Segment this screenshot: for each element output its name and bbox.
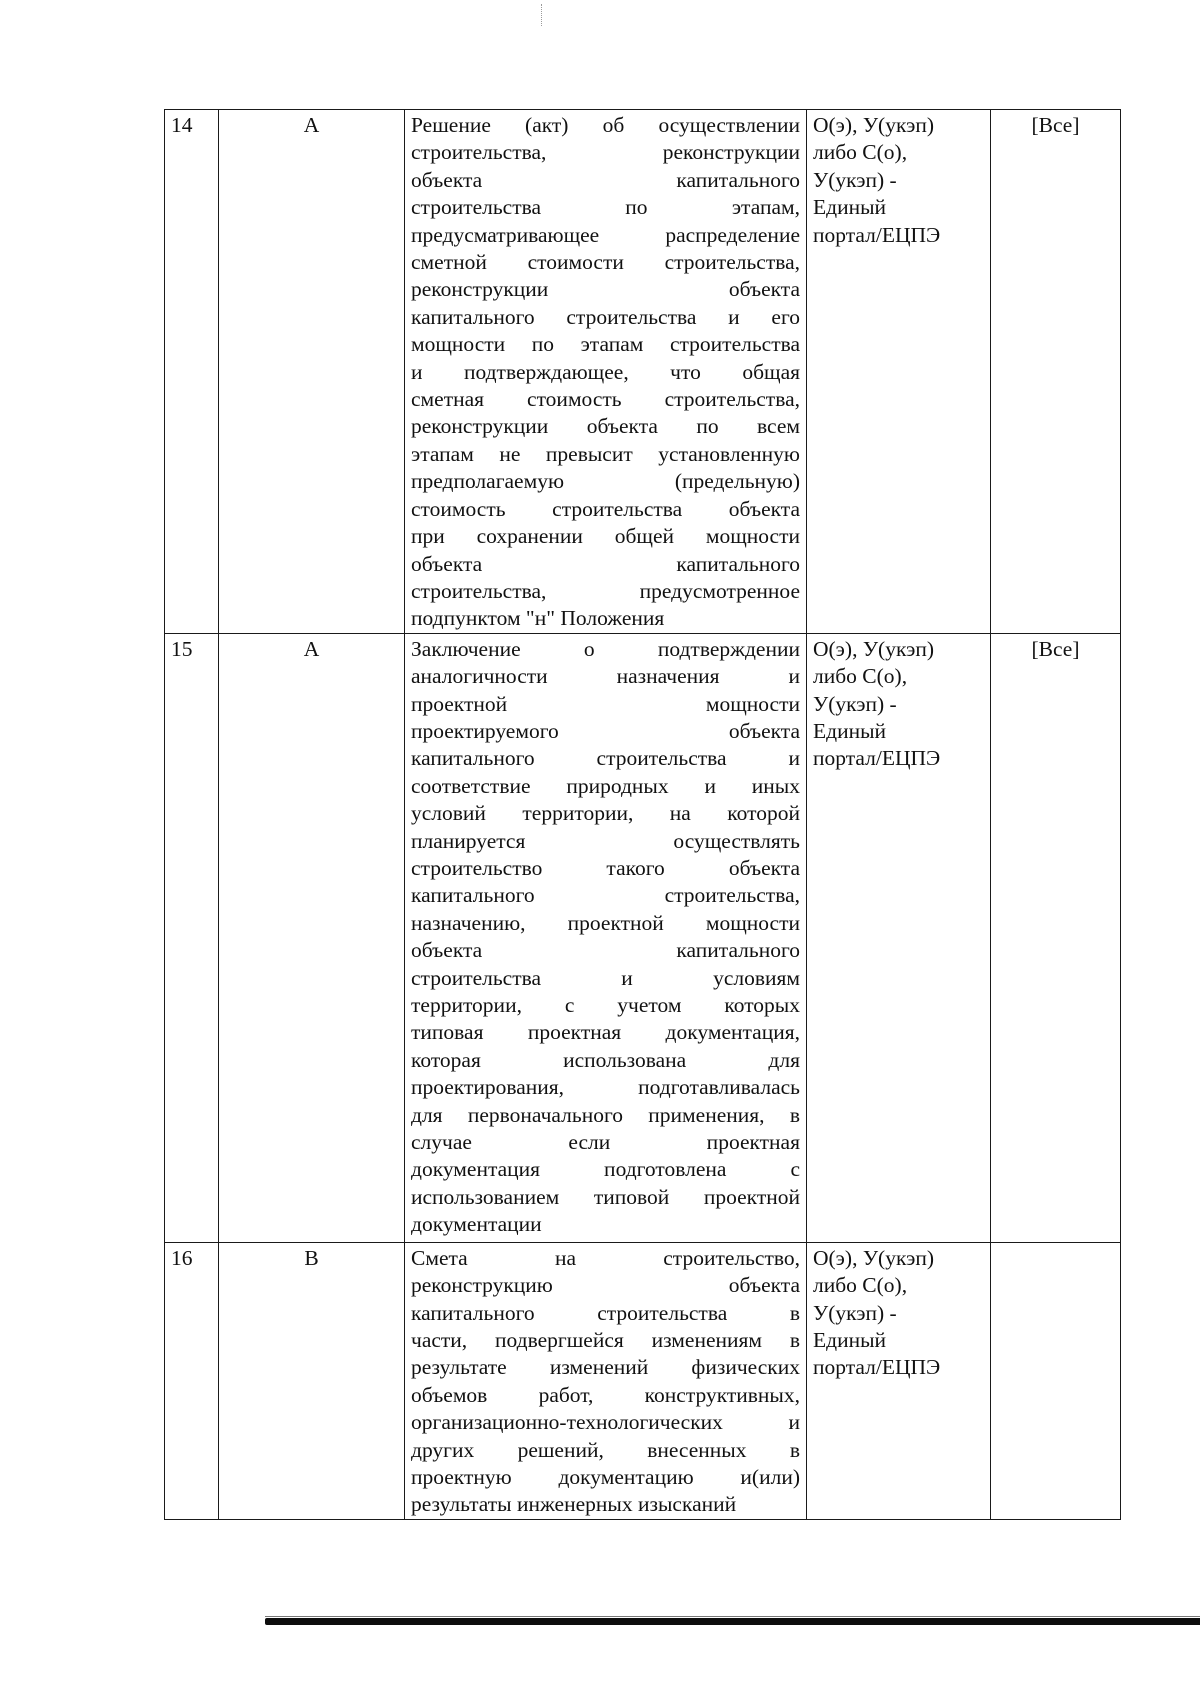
description-line: документации	[411, 1212, 542, 1237]
description-line: для первоначального применения, в	[411, 1102, 800, 1127]
row-number: 16	[165, 1242, 219, 1519]
description-line: подпунктом "н" Положения	[411, 606, 665, 631]
row-description	[405, 633, 807, 1242]
format-line: либо С(о),	[813, 140, 908, 165]
format-line: У(укэп) -	[813, 167, 897, 192]
description-line: соответствие природных и иных	[411, 773, 800, 798]
description-line: проектирования, подготавливалась	[411, 1075, 800, 1100]
description-line: условий территории, на которой	[411, 801, 800, 826]
format-line: О(э), У(укэп)	[813, 636, 935, 661]
table-row	[165, 110, 1121, 634]
description-line: случае если проектная	[411, 1130, 800, 1155]
row-category: В	[219, 1242, 405, 1519]
description-line: Заключение о подтверждении	[411, 636, 800, 661]
scan-artifact-mark	[541, 4, 544, 26]
description-line: территории, с учетом которых	[411, 993, 800, 1017]
row-applicability	[991, 1242, 1121, 1519]
description-line: реконструкцию объекта	[411, 1273, 800, 1298]
description-line: проектируемого объекта	[411, 718, 800, 743]
row-format	[807, 1242, 991, 1519]
format-line: О(э), У(укэп)	[813, 1245, 935, 1270]
description-line: результаты инженерных изысканий	[411, 1492, 737, 1517]
table-row	[165, 1242, 1121, 1519]
description-line: использованием типовой проектной	[411, 1184, 800, 1209]
row-description	[405, 1242, 807, 1519]
description-line: других решений, внесенных в	[411, 1437, 800, 1462]
format-line: У(укэп) -	[813, 691, 897, 716]
description-line: капитального строительства,	[411, 883, 800, 908]
description-line: проектную документацию и(или)	[411, 1464, 800, 1489]
description-line: назначению, проектной мощности	[411, 910, 800, 935]
description-line: этапам не превысит установленную	[411, 441, 800, 466]
table-body	[165, 110, 1121, 1520]
description-line: результате изменений физических	[411, 1355, 800, 1380]
format-line: Единый	[813, 1327, 887, 1352]
description-line: объекта капитального	[411, 551, 800, 576]
description-line: предусматривающее распределение	[411, 222, 800, 247]
description-line: предполагаемую (предельную)	[411, 469, 800, 494]
description-line: сметной стоимости строительства,	[411, 250, 800, 275]
row-number: 14	[165, 110, 219, 634]
row-description	[405, 110, 807, 634]
table-row	[165, 633, 1121, 1242]
description-line: которая использована для	[411, 1047, 800, 1072]
description-line: планируется осуществлять	[411, 828, 800, 853]
description-line: аналогичности назначения и	[411, 664, 800, 689]
format-line: либо С(о),	[813, 1273, 908, 1298]
description-line: Решение (акт) об осуществлении	[411, 113, 800, 137]
description-line: объекта капитального	[411, 938, 800, 963]
scan-edge-line	[265, 1616, 1200, 1617]
description-line: строительства, реконструкции	[411, 140, 800, 165]
description-line: организационно-технологических и	[411, 1410, 800, 1435]
requirements-table	[164, 109, 1121, 1520]
row-format	[807, 110, 991, 634]
description-line: и подтверждающее, что общая	[411, 359, 800, 384]
description-line: объемов работ, конструктивных,	[411, 1382, 800, 1407]
scan-edge-bar	[265, 1618, 1200, 1625]
description-line: Смета на строительство,	[411, 1245, 800, 1270]
description-line: мощности по этапам строительства	[411, 332, 800, 357]
description-line: реконструкции объекта по всем	[411, 414, 800, 439]
description-line: реконструкции объекта	[411, 277, 800, 302]
description-line: капитального строительства в	[411, 1300, 800, 1325]
description-line: типовая проектная документация,	[411, 1020, 800, 1045]
description-line: сметная стоимость строительства,	[411, 387, 800, 412]
description-line: капитального строительства и	[411, 746, 800, 771]
format-line: У(укэп) -	[813, 1300, 897, 1325]
row-applicability: [Все]	[991, 633, 1121, 1242]
description-line: проектной мощности	[411, 691, 800, 716]
description-line: документация подготовлена с	[411, 1157, 800, 1182]
description-line: строительство такого объекта	[411, 855, 800, 880]
row-category: А	[219, 633, 405, 1242]
description-line: части, подвергшейся изменениям в	[411, 1327, 800, 1352]
description-line: стоимость строительства объекта	[411, 496, 800, 521]
row-category: А	[219, 110, 405, 634]
description-line: при сохранении общей мощности	[411, 524, 800, 549]
format-line: Единый	[813, 718, 887, 743]
format-line: портал/ЕЦПЭ	[813, 1355, 941, 1380]
format-line: либо С(о),	[813, 664, 908, 689]
row-applicability: [Все]	[991, 110, 1121, 634]
format-line: Единый	[813, 195, 887, 220]
row-format	[807, 633, 991, 1242]
description-line: капитального строительства и его	[411, 304, 800, 329]
description-line: объекта капитального	[411, 167, 800, 192]
format-line: О(э), У(укэп)	[813, 113, 935, 137]
description-line: строительства по этапам,	[411, 195, 800, 220]
format-line: портал/ЕЦПЭ	[813, 746, 941, 771]
description-line: строительства и условиям	[411, 965, 800, 990]
row-number: 15	[165, 633, 219, 1242]
format-line: портал/ЕЦПЭ	[813, 222, 941, 247]
description-line: строительства, предусмотренное	[411, 578, 800, 603]
